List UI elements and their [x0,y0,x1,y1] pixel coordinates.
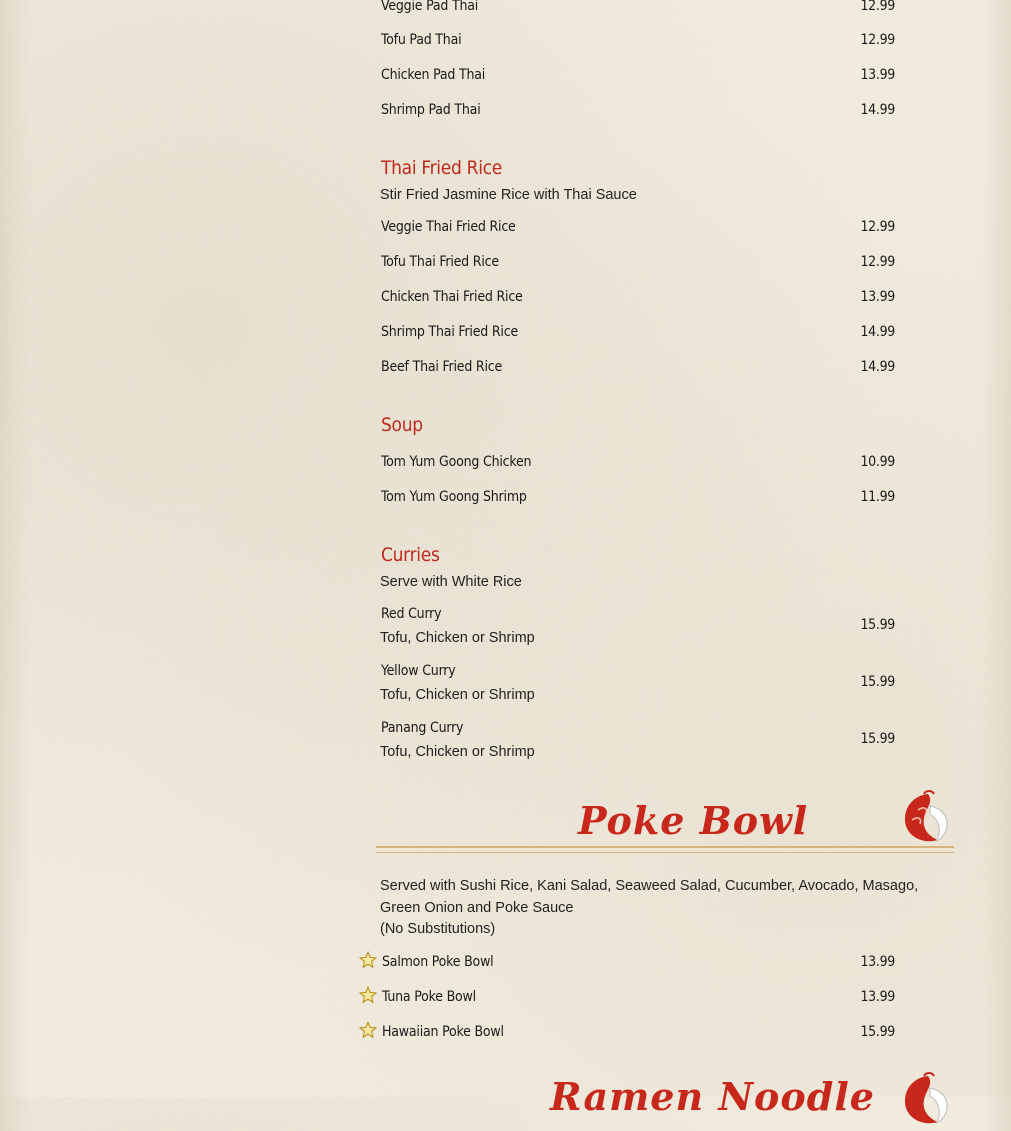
menu-item-price: 12.99 [860,32,895,48]
menu-item-detail: Tofu, Chicken or Shrimp [380,687,535,703]
section-divider [376,846,954,853]
menu-item-name: Veggie Thai Fried Rice [381,219,516,235]
menu-item-price: 13.99 [860,289,895,305]
menu-item-price: 13.99 [860,67,895,83]
menu-item-price: 11.99 [860,489,895,505]
menu-item-name: Yellow Curry [381,663,456,679]
menu-item-name: Veggie Pad Thai [381,0,479,14]
star-icon [359,951,377,969]
menu-item-name: Hawaiian Poke Bowl [382,1024,504,1040]
menu-item-name: Shrimp Pad Thai [381,102,481,118]
poke-bowl-description: Served with Sushi Rice, Kani Salad, Seaweed Salad, Cucumber, Avocado, Masago, Green Onion and Poke Sauce [380,878,919,916]
menu-item-name: Tuna Poke Bowl [382,989,476,1005]
section-subtitle: Serve with White Rice [380,574,522,590]
section-heading: Curries [381,544,440,566]
menu-item-price: 14.99 [860,359,895,375]
koi-fish-icon [898,1072,952,1097]
menu-item-name: Beef Thai Fried Rice [381,359,503,375]
menu-item-detail: Tofu, Chicken or Shrimp [380,744,535,760]
menu-item-name: Shrimp Thai Fried Rice [381,324,518,340]
menu-item-name: Chicken Pad Thai [381,67,486,83]
menu-item-detail: Tofu, Chicken or Shrimp [380,630,535,646]
menu-item-price: 15.99 [860,674,895,690]
menu-item-price: 15.99 [860,731,895,747]
menu-item-price: 12.99 [860,219,895,235]
next-section-title-clip [540,1074,875,1119]
menu-item-name: Panang Curry [381,720,464,736]
section-heading: Thai Fried Rice [381,157,502,179]
menu-item-price: 15.99 [860,617,895,633]
star-icon [359,986,377,1004]
menu-item-price: 15.99 [860,1024,895,1040]
menu-item-name: Salmon Poke Bowl [382,954,494,970]
section-heading: Soup [381,414,423,436]
koi-fish-icon [898,790,952,844]
menu-item-price: 13.99 [860,954,895,970]
star-icon [359,1021,377,1039]
menu-item-name: Tom Yum Goong Chicken [381,454,532,470]
menu-item-name: Tofu Thai Fried Rice [381,254,499,270]
poke-bowl-title: Poke Bowl [578,798,809,843]
next-section-title: Ramen Noodle [550,1074,875,1119]
menu-item-price: 10.99 [860,454,895,470]
menu-item-price: 12.99 [860,0,895,14]
menu-item-name: Tofu Pad Thai [381,32,462,48]
menu-item-name: Chicken Thai Fried Rice [381,289,523,305]
menu-item-name: Tom Yum Goong Shrimp [381,489,527,505]
menu-item-price: 14.99 [860,324,895,340]
section-subtitle: Stir Fried Jasmine Rice with Thai Sauce [380,187,637,203]
menu-item-price: 12.99 [860,254,895,270]
menu-item-price: 14.99 [860,102,895,118]
menu-item-name: Red Curry [381,606,442,622]
poke-bowl-note: (No Substitutions) [380,921,496,937]
menu-item-price: 13.99 [860,989,895,1005]
